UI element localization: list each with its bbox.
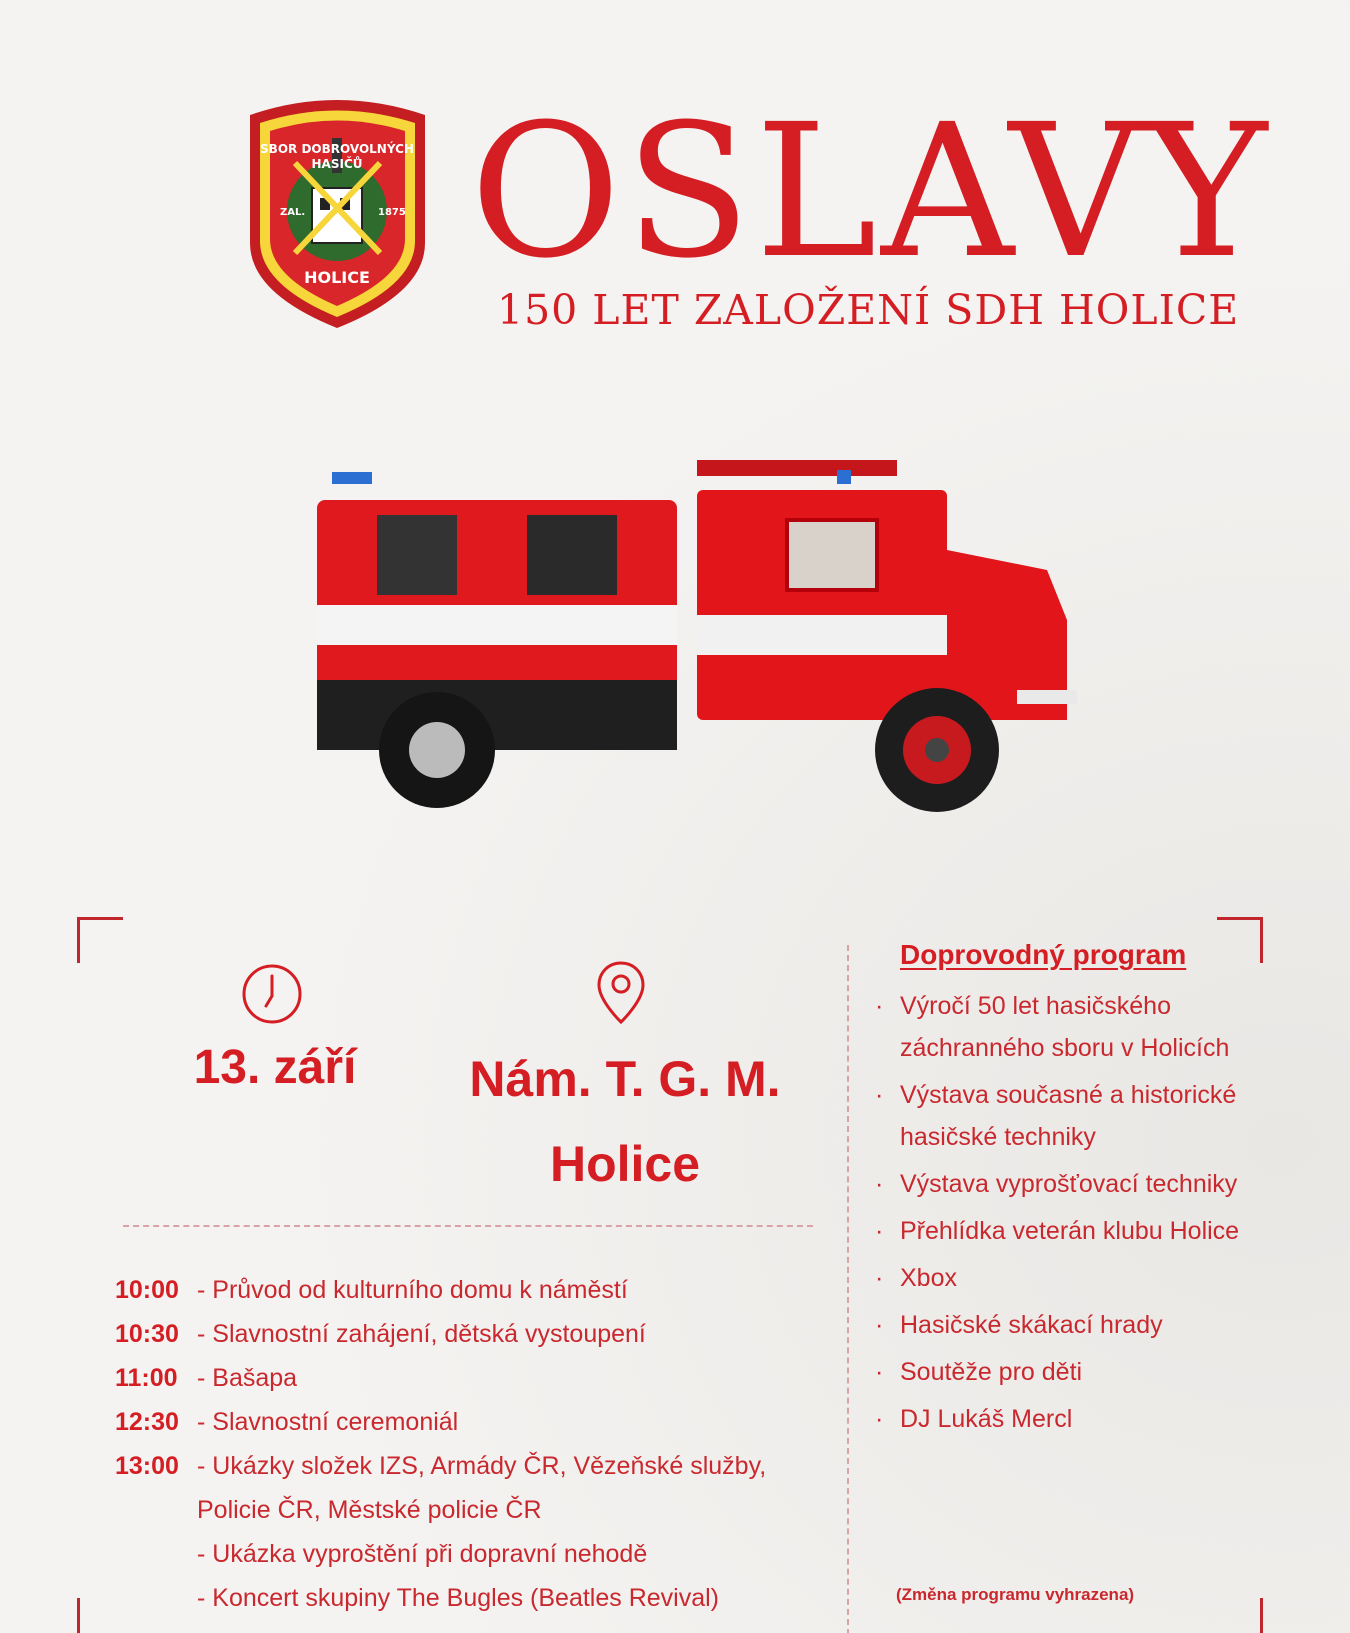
- program-item: · Výstava současné a historické hasičské techniky: [875, 1074, 1255, 1158]
- vertical-divider: [847, 945, 849, 1633]
- schedule-time: 11:00: [115, 1364, 178, 1392]
- svg-text:HOLICE: HOLICE: [304, 268, 370, 287]
- schedule-text: - Bašapa: [197, 1364, 298, 1392]
- schedule-row: [115, 1312, 835, 1356]
- event-date: 13. září: [193, 1041, 357, 1094]
- schedule-time: 12:30: [115, 1408, 179, 1436]
- program-item: · Soutěže pro děti: [875, 1351, 1255, 1393]
- schedule-text: - Slavnostní zahájení, dětská vystoupení: [197, 1320, 646, 1348]
- schedule-row: [115, 1400, 835, 1444]
- program-item: · DJ Lukáš Mercl: [875, 1398, 1255, 1440]
- clock-icon: [240, 962, 304, 1026]
- schedule-continuation: - Koncert skupiny The Bugles (Beatles Revival): [197, 1584, 719, 1612]
- frame-corner-bottom-left: [77, 1598, 80, 1633]
- program-item: · Xbox: [875, 1257, 1255, 1299]
- schedule-row: [115, 1268, 835, 1312]
- svg-text:SBOR DOBROVOLNÝCH: SBOR DOBROVOLNÝCH: [260, 142, 414, 156]
- program-title: Doprovodný program: [900, 939, 1187, 970]
- horizontal-divider: [123, 1225, 813, 1227]
- program-item: · Výstava vyprošťovací techniky: [875, 1163, 1255, 1205]
- fire-truck-illustration: [277, 460, 1097, 840]
- svg-text:HASIČŮ: HASIČŮ: [311, 157, 363, 171]
- program-item: · Hasičské skákací hrady: [875, 1304, 1255, 1346]
- schedule-row: [115, 1356, 835, 1400]
- program-list: [875, 985, 1255, 1445]
- location-pin-icon: [595, 960, 647, 1026]
- schedule-text: - Průvod od kulturního domu k náměstí: [197, 1276, 628, 1304]
- page-subtitle: 150 LET ZALOŽENÍ SDH HOLICE: [497, 286, 1240, 334]
- schedule-continuation: Policie ČR, Městské policie ČR: [197, 1496, 542, 1524]
- sdh-holice-emblem-logo: [240, 93, 435, 333]
- svg-text:1875: 1875: [378, 207, 406, 218]
- schedule-time: 10:00: [115, 1276, 179, 1304]
- schedule-row: [115, 1444, 835, 1488]
- program-item: · Výročí 50 let hasičského záchranného sboru v Holicích: [875, 985, 1255, 1069]
- page-title: OSLAVY: [470, 85, 1272, 299]
- program-item: · Přehlídka veterán klubu Holice: [875, 1210, 1255, 1252]
- schedule-continuation: - Ukázka vyproštění při dopravní nehodě: [197, 1540, 648, 1568]
- schedule: [115, 1268, 835, 1620]
- frame-corner-bottom-right: [1260, 1598, 1263, 1633]
- event-place-line2: Holice: [549, 1136, 701, 1192]
- event-place-line1: Nám. T. G. M.: [469, 1051, 781, 1107]
- schedule-text: - Slavnostní ceremoniál: [197, 1408, 459, 1436]
- program-note: (Změna programu vyhrazena): [896, 1585, 1135, 1604]
- schedule-text: - Ukázky složek IZS, Armády ČR, Vězeňské služby,: [197, 1452, 767, 1480]
- svg-text:ZAL.: ZAL.: [280, 207, 306, 218]
- frame-corner-top-left: [77, 917, 123, 963]
- schedule-time: 10:30: [115, 1320, 179, 1348]
- schedule-time: 13:00: [115, 1452, 179, 1480]
